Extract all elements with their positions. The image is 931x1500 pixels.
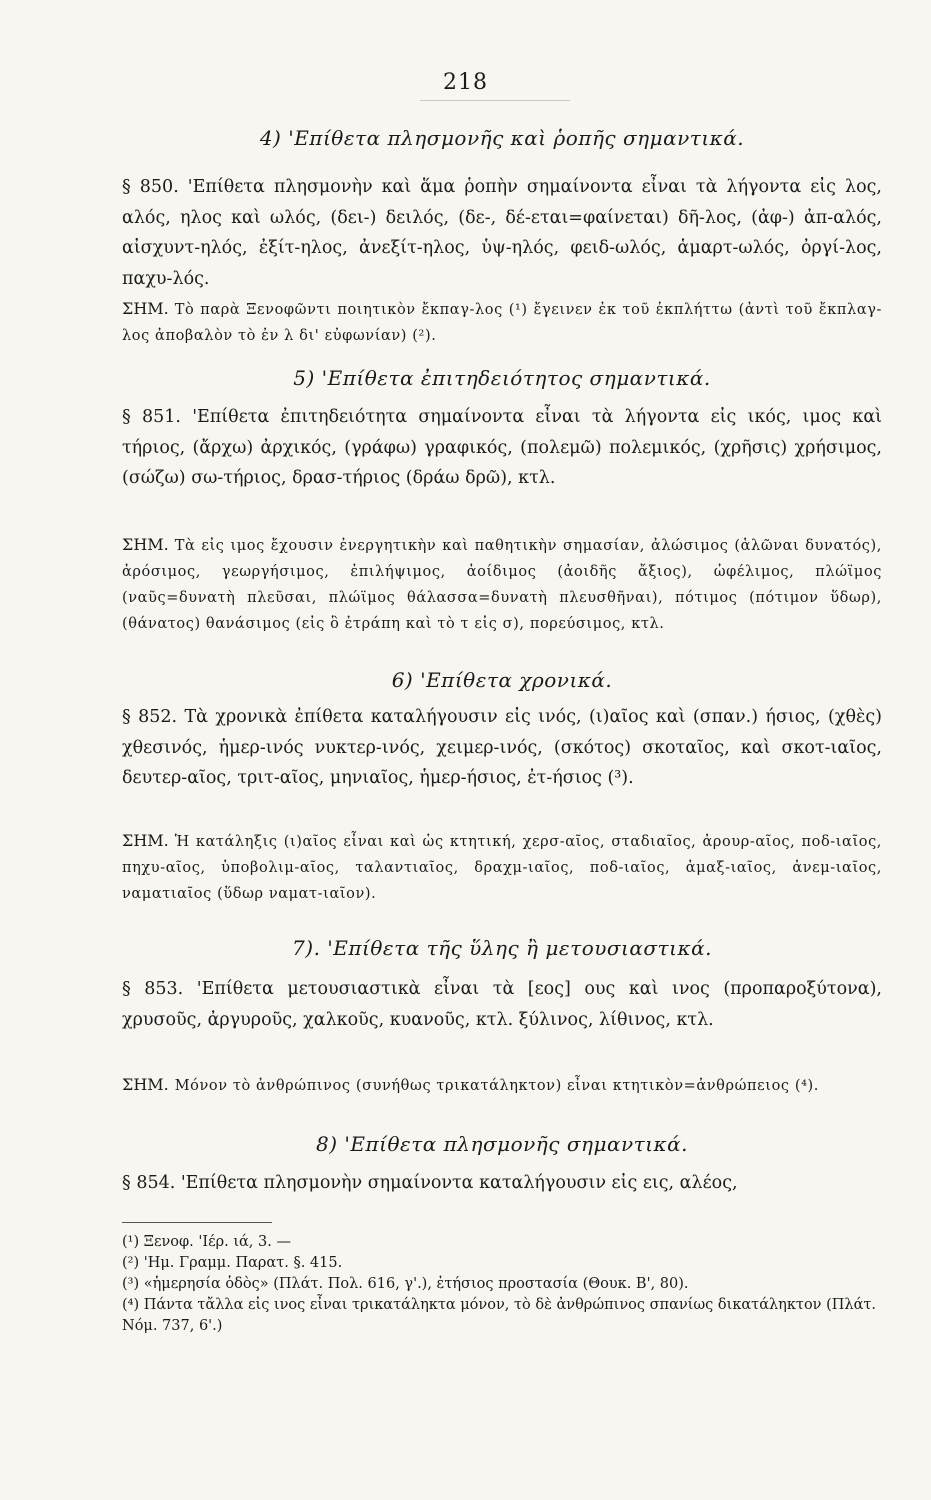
footnotes (122, 1232, 882, 1337)
note-852 (122, 828, 882, 907)
footnote-2: (²) 'Ημ. Γραμμ. Παρατ. §. 415. (122, 1255, 343, 1271)
section-heading-8: 8) 'Επίθετα πλησμονῆς σημαντικά. (315, 1132, 689, 1156)
section-heading-7: 7). 'Επίθετα τῆς ὕλης ἢ μετουσιαστικά. (292, 936, 712, 960)
note-text: Τὸ παρὰ Ξενοφῶντι ποιητικὸν ἔκπαγ-λος (¹) ἔγεινεν ἐκ τοῦ ἐκπλήττω (ἀντὶ τοῦ ἔκπλαγ-λος ἀποβαλὸν τὸ ἐν λ δι' εὐφωνίαν) (²). (122, 302, 882, 344)
note-label: ΣΗΜ. (122, 831, 169, 850)
section-heading-4: 4) 'Επίθετα πλησμονῆς καὶ ῥοπῆς σημαντικά. (259, 126, 745, 150)
paragraph-853: § 853. 'Επίθετα μετουσιαστικὰ εἶναι τὰ [εος] ους καὶ ινος (προπαροξύτονα), χρυσοῦς, ἀργυροῦς, χαλκοῦς, κυανοῦς, κτλ. ξύλινος, λίθινος, κτλ. (122, 979, 882, 1030)
note-label: ΣΗΜ. (122, 299, 169, 318)
footnote-rule (122, 1222, 272, 1223)
note-label: ΣΗΜ. (122, 1075, 169, 1094)
note-853 (122, 1072, 882, 1099)
page-number: 218 (443, 70, 488, 95)
paragraph-854: § 854. 'Επίθετα πλησμονὴν σημαίνοντα καταλήγουσιν εἰς εις, αλέος, (122, 1173, 738, 1193)
footnote-1: (¹) Ξενοφ. 'Ιέρ. ιά, 3. — (122, 1234, 291, 1250)
section-heading-5: 5) 'Επίθετα ἐπιτηδειότητος σημαντικά. (293, 366, 711, 390)
section-heading-6: 6) 'Επίθετα χρονικά. (391, 668, 613, 692)
paragraph-851: § 851. 'Επίθετα ἐπιτηδειότητα σημαίνοντα εἶναι τὰ λήγοντα εἰς ικός, ιμος καὶ τήριος, (ἄρχω) ἀρχικός, (γράφω) γραφικός, (πολεμῶ) πολεμικός, (χρῆσις) χρήσιμος, (σώζω) σω-τήριος, δρασ-τήριος (δράω δρῶ), κτλ. (122, 407, 882, 488)
paragraph-850: § 850. 'Επίθετα πλησμονὴν καὶ ἅμα ῥοπὴν σημαίνοντα εἶναι τὰ λήγοντα εἰς λος, αλός, ηλος καὶ ωλός, (δει-) δειλός, (δε-, δέ-εται=φαίνεται) δῆ-λος, (ἀφ-) ἀπ-αλός, αἰσχυντ-ηλός, ἐξίτ-ηλος, ἀνεξίτ-ηλος, ὑψ-ηλός, φειδ-ωλός, ἁμαρτ-ωλός, ὀργί-λος, παχυ-λός. (122, 177, 882, 289)
note-label: ΣΗΜ. (122, 535, 169, 554)
footnote-4: (⁴) Πάντα τἄλλα εἰς ινος εἶναι τρικατάληκτα μόνον, τὸ δὲ ἀνθρώπινος σπανίως δικατάληκτον (Πλάτ. Νόμ. 737, 6'.) (122, 1297, 877, 1334)
header-rule (420, 100, 570, 101)
note-text: Μόνον τὸ ἀνθρώπινος (συνήθως τρικατάληκτον) εἶναι κτητικὸν=ἀνθρώπειος (⁴). (174, 1078, 819, 1094)
note-850 (122, 296, 882, 349)
note-851 (122, 532, 882, 637)
note-text: Τὰ εἰς ιμος ἔχουσιν ἐνεργητικὴν καὶ παθητικὴν σημασίαν, ἀλώσιμος (ἁλῶναι δυνατός), ἀρόσιμος, γεωργήσιμος, ἐπιλήψιμος, ἀοίδιμος (ἀοιδῆς ἄξιος), ὠφέλιμος, πλώϊμος (ναῦς=δυνατὴ πλεῦσαι, πλώϊμος θάλασσα=δυνατὴ πλευσθῆναι), πότιμος (πότιμον ὕδωρ), (θάνατος) θανάσιμος (εἰς ὃ ἐτράπη καὶ τὸ τ εἰς σ), πορεύσιμος, κτλ. (122, 538, 882, 632)
paragraph-852: § 852. Τὰ χρονικὰ ἐπίθετα καταλήγουσιν εἰς ινός, (ι)αῖος καὶ (σπαν.) ήσιος, (χθὲς) χθεσινός, ἡμερ-ινός νυκτερ-ινός, χειμερ-ινός, (σκότος) σκοταῖος, καὶ σκοτ-ιαῖος, δευτερ-αῖος, τριτ-αῖος, μηνιαῖος, ἡμερ-ήσιος, ἐτ-ήσιος (³). (122, 707, 882, 788)
footnote-3: (³) «ἡμερησία ὁδὸς» (Πλάτ. Πολ. 616, γ'.), ἐτήσιος προστασία (Θουκ. Β', 80). (122, 1276, 689, 1292)
note-text: Ἡ κατάληξις (ι)αῖος εἶναι καὶ ὡς κτητική, χερσ-αῖος, σταδιαῖος, ἀρουρ-αῖος, ποδ-ιαῖος, πηχυ-αῖος, ὑποβολιμ-αῖος, ταλαντιαῖος, δραχμ-ιαῖος, ποδ-ιαῖος, ἁμαξ-ιαῖος, ἀνεμ-ιαῖος, ναματιαῖος (ὕδωρ ναματ-ιαῖον). (122, 834, 882, 902)
